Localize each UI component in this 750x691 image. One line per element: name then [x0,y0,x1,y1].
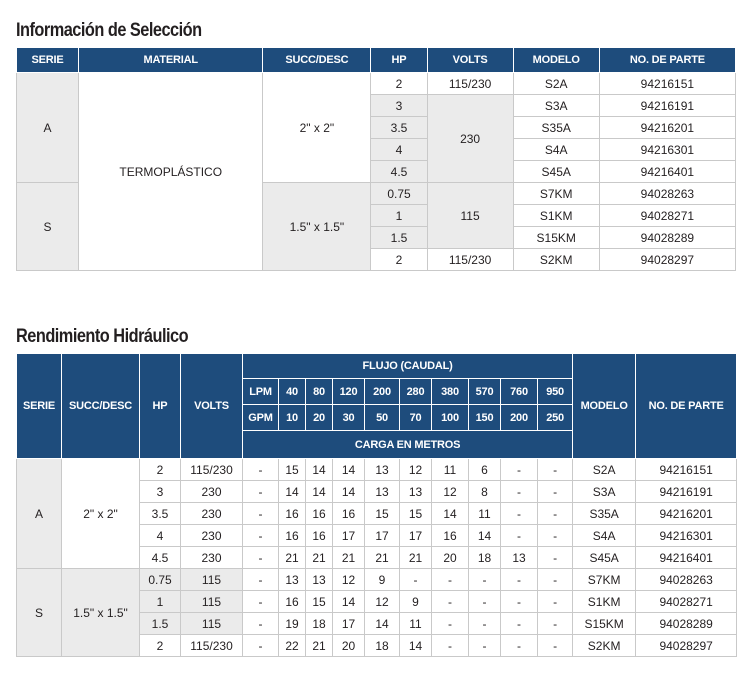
parte-cell: 94028263 [636,569,737,591]
carga-cell: 14 [365,613,400,635]
volts-cell: 115 [427,183,513,249]
carga-cell: - [501,613,538,635]
parte-cell: 94216151 [599,73,735,95]
lpm-label: LPM [243,379,279,405]
carga-cell: 16 [333,503,365,525]
carga-cell: 11 [432,459,469,481]
hp-cell: 3 [140,481,181,503]
carga-cell: - [243,591,279,613]
carga-cell: 14 [400,635,432,657]
carga-cell: 14 [432,503,469,525]
hp-cell: 2 [140,635,181,657]
carga-cell: 14 [306,481,333,503]
lpm-value: 200 [365,379,400,405]
carga-cell: 13 [306,569,333,591]
volts-cell: 115/230 [181,635,243,657]
carga-cell: 21 [400,547,432,569]
carga-cell: 14 [306,459,333,481]
header-flujo: FLUJO (CAUDAL) [243,354,573,379]
carga-cell: - [501,459,538,481]
carga-cell: - [501,591,538,613]
carga-cell: - [538,591,573,613]
carga-cell: - [469,613,501,635]
header-carga: CARGA EN METROS [243,431,573,459]
carga-cell: 16 [306,503,333,525]
parte-cell: 94216301 [636,525,737,547]
carga-cell: 18 [365,635,400,657]
parte-cell: 94216401 [599,161,735,183]
gpm-value: 150 [469,405,501,431]
succ-desc-cell: 2" x 2" [62,459,140,569]
carga-cell: - [243,481,279,503]
parte-cell: 94216401 [636,547,737,569]
material-cell: TERMOPLÁSTICO [79,73,263,271]
modelo-cell: S3A [513,95,599,117]
carga-cell: - [469,569,501,591]
carga-cell: 14 [279,481,306,503]
carga-cell: 14 [469,525,501,547]
modelo-cell: S4A [513,139,599,161]
carga-cell: 16 [306,525,333,547]
carga-cell: - [538,547,573,569]
succ-desc-cell: 1.5" x 1.5" [62,569,140,657]
carga-cell: - [469,635,501,657]
carga-cell: 17 [400,525,432,547]
carga-cell: 8 [469,481,501,503]
carga-cell: 14 [333,591,365,613]
carga-cell: - [243,547,279,569]
hp-cell: 4.5 [140,547,181,569]
header-volts: VOLTS [181,354,243,459]
modelo-cell: S45A [513,161,599,183]
volts-cell: 230 [427,95,513,183]
carga-cell: - [538,503,573,525]
carga-cell: 22 [279,635,306,657]
carga-cell: 13 [400,481,432,503]
parte-cell: 94028289 [599,227,735,249]
carga-cell: - [538,613,573,635]
carga-cell: - [432,613,469,635]
table-row [17,569,737,591]
modelo-cell: S2KM [513,249,599,271]
hp-cell: 2 [140,459,181,481]
modelo-cell: S1KM [513,205,599,227]
volts-cell: 115 [181,569,243,591]
lpm-value: 40 [279,379,306,405]
carga-cell: - [538,459,573,481]
carga-cell: 17 [365,525,400,547]
carga-cell: 12 [365,591,400,613]
gpm-value: 250 [538,405,573,431]
carga-cell: 18 [469,547,501,569]
modelo-cell: S15KM [573,613,636,635]
carga-cell: 11 [469,503,501,525]
header-no-de-parte: NO. DE PARTE [599,48,735,73]
parte-cell: 94028271 [599,205,735,227]
carga-cell: 12 [333,569,365,591]
lpm-value: 760 [501,379,538,405]
lpm-value: 80 [306,379,333,405]
lpm-value: 380 [432,379,469,405]
performance-table [16,353,737,657]
carga-cell: - [501,635,538,657]
carga-cell: 20 [333,635,365,657]
modelo-cell: S3A [573,481,636,503]
succ-desc-cell: 1.5" x 1.5" [263,183,371,271]
parte-cell: 94028271 [636,591,737,613]
carga-cell: - [243,503,279,525]
hp-cell: 2 [371,73,427,95]
modelo-cell: S35A [573,503,636,525]
carga-cell: 19 [279,613,306,635]
carga-cell: 21 [306,547,333,569]
carga-cell: - [243,613,279,635]
hp-cell: 2 [371,249,427,271]
carga-cell: 13 [365,481,400,503]
header-material: MATERIAL [79,48,263,73]
selection-header-row [17,48,736,73]
volts-cell: 115 [181,591,243,613]
carga-cell: - [538,525,573,547]
parte-cell: 94216191 [636,481,737,503]
carga-cell: - [243,569,279,591]
hp-cell: 1.5 [140,613,181,635]
modelo-cell: S45A [573,547,636,569]
modelo-cell: S35A [513,117,599,139]
parte-cell: 94216301 [599,139,735,161]
header-hp: HP [140,354,181,459]
modelo-cell: S2A [573,459,636,481]
carga-cell: 21 [365,547,400,569]
carga-cell: - [243,459,279,481]
carga-cell: - [538,481,573,503]
carga-cell: 13 [365,459,400,481]
hp-cell: 1 [140,591,181,613]
carga-cell: 17 [333,525,365,547]
carga-cell: 15 [400,503,432,525]
header-volts: VOLTS [427,48,513,73]
header-hp: HP [371,48,427,73]
carga-cell: - [501,503,538,525]
succ-desc-cell: 2" x 2" [263,73,371,183]
carga-cell: - [432,569,469,591]
parte-cell: 94028289 [636,613,737,635]
volts-cell: 115 [181,613,243,635]
hp-cell: 3 [371,95,427,117]
parte-cell: 94216151 [636,459,737,481]
carga-cell: - [432,591,469,613]
volts-cell: 115/230 [181,459,243,481]
gpm-value: 10 [279,405,306,431]
modelo-cell: S7KM [573,569,636,591]
performance-body [17,459,737,657]
carga-cell: 21 [306,635,333,657]
serie-cell: S [17,569,62,657]
parte-cell: 94028263 [599,183,735,205]
hp-cell: 1.5 [371,227,427,249]
carga-cell: - [469,591,501,613]
carga-cell: - [501,481,538,503]
modelo-cell: S7KM [513,183,599,205]
selection-title: Información de Selección [16,20,202,41]
gpm-value: 20 [306,405,333,431]
carga-cell: 21 [333,547,365,569]
parte-cell: 94216191 [599,95,735,117]
serie-cell: A [17,459,62,569]
carga-cell: 12 [432,481,469,503]
volts-cell: 115/230 [427,249,513,271]
carga-cell: 13 [279,569,306,591]
selection-table [16,47,736,271]
carga-cell: 15 [306,591,333,613]
serie-cell: S [17,183,79,271]
volts-cell: 230 [181,525,243,547]
volts-cell: 230 [181,503,243,525]
hp-cell: 0.75 [371,183,427,205]
hp-cell: 4.5 [371,161,427,183]
carga-cell: 17 [333,613,365,635]
performance-title: Rendimiento Hidráulico [16,326,189,347]
hp-cell: 3.5 [371,117,427,139]
hp-cell: 0.75 [140,569,181,591]
modelo-cell: S15KM [513,227,599,249]
carga-cell: - [243,525,279,547]
hp-cell: 4 [140,525,181,547]
table-row [17,73,736,95]
carga-cell: - [538,635,573,657]
carga-cell: 20 [432,547,469,569]
header-succ-desc: SUCC/DESC [263,48,371,73]
carga-cell: 12 [400,459,432,481]
carga-cell: 14 [333,481,365,503]
parte-cell: 94028297 [599,249,735,271]
header-succ-desc: SUCC/DESC [62,354,140,459]
gpm-value: 100 [432,405,469,431]
modelo-cell: S4A [573,525,636,547]
lpm-value: 120 [333,379,365,405]
carga-cell: 15 [279,459,306,481]
parte-cell: 94216201 [599,117,735,139]
header-serie: SERIE [17,354,62,459]
lpm-value: 950 [538,379,573,405]
parte-cell: 94216201 [636,503,737,525]
table-row [17,459,737,481]
carga-cell: 15 [365,503,400,525]
gpm-value: 30 [333,405,365,431]
modelo-cell: S2KM [573,635,636,657]
header-modelo: MODELO [573,354,636,459]
lpm-value: 570 [469,379,501,405]
carga-cell: - [501,525,538,547]
carga-cell: 9 [400,591,432,613]
gpm-value: 200 [501,405,538,431]
modelo-cell: S2A [513,73,599,95]
hp-cell: 3.5 [140,503,181,525]
gpm-value: 70 [400,405,432,431]
modelo-cell: S1KM [573,591,636,613]
header-no-de-parte: NO. DE PARTE [636,354,737,459]
carga-cell: - [501,569,538,591]
hp-cell: 1 [371,205,427,227]
carga-cell: 16 [279,525,306,547]
carga-cell: 16 [279,503,306,525]
header-serie: SERIE [17,48,79,73]
carga-cell: - [243,635,279,657]
carga-cell: 6 [469,459,501,481]
serie-cell: A [17,73,79,183]
gpm-label: GPM [243,405,279,431]
carga-cell: 18 [306,613,333,635]
volts-cell: 115/230 [427,73,513,95]
carga-cell: 11 [400,613,432,635]
lpm-value: 280 [400,379,432,405]
carga-cell: 9 [365,569,400,591]
carga-cell: 14 [333,459,365,481]
carga-cell: - [432,635,469,657]
gpm-value: 50 [365,405,400,431]
carga-cell: 21 [279,547,306,569]
carga-cell: 16 [279,591,306,613]
carga-cell: 13 [501,547,538,569]
parte-cell: 94028297 [636,635,737,657]
carga-cell: - [538,569,573,591]
header-modelo: MODELO [513,48,599,73]
volts-cell: 230 [181,481,243,503]
carga-cell: - [400,569,432,591]
carga-cell: 16 [432,525,469,547]
volts-cell: 230 [181,547,243,569]
hp-cell: 4 [371,139,427,161]
